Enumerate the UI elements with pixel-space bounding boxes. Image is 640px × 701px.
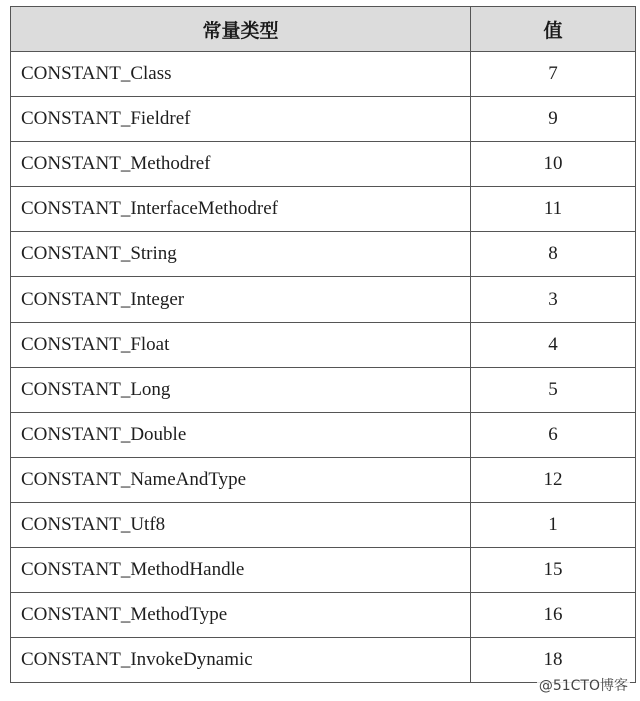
row-constant-name: CONSTANT_Methodref bbox=[11, 142, 471, 187]
row-constant-value: 3 bbox=[471, 277, 636, 322]
table-row bbox=[11, 412, 636, 457]
table-row bbox=[11, 97, 636, 142]
row-constant-value: 10 bbox=[471, 142, 636, 187]
constant-type-table bbox=[10, 6, 636, 683]
row-constant-name: CONSTANT_MethodHandle bbox=[11, 548, 471, 593]
row-constant-value: 7 bbox=[471, 52, 636, 97]
row-constant-value: 1 bbox=[471, 502, 636, 547]
row-constant-value: 8 bbox=[471, 232, 636, 277]
row-constant-value: 9 bbox=[471, 97, 636, 142]
row-constant-name: CONSTANT_Double bbox=[11, 412, 471, 457]
header-constant-type: 常量类型 bbox=[11, 7, 471, 52]
row-constant-value: 18 bbox=[471, 638, 636, 683]
row-constant-value: 15 bbox=[471, 548, 636, 593]
row-constant-name: CONSTANT_Utf8 bbox=[11, 502, 471, 547]
row-constant-name: CONSTANT_Class bbox=[11, 52, 471, 97]
row-constant-name: CONSTANT_Float bbox=[11, 322, 471, 367]
row-constant-value: 6 bbox=[471, 412, 636, 457]
row-constant-name: CONSTANT_Fieldref bbox=[11, 97, 471, 142]
row-constant-name: CONSTANT_MethodType bbox=[11, 593, 471, 638]
table-row bbox=[11, 52, 636, 97]
row-constant-name: CONSTANT_InterfaceMethodref bbox=[11, 187, 471, 232]
table-row bbox=[11, 322, 636, 367]
row-constant-name: CONSTANT_Integer bbox=[11, 277, 471, 322]
table-row bbox=[11, 548, 636, 593]
table-header bbox=[11, 7, 636, 52]
row-constant-value: 16 bbox=[471, 593, 636, 638]
table-row bbox=[11, 142, 636, 187]
row-constant-name: CONSTANT_Long bbox=[11, 367, 471, 412]
header-row bbox=[11, 7, 636, 52]
row-constant-name: CONSTANT_InvokeDynamic bbox=[11, 638, 471, 683]
table-row bbox=[11, 367, 636, 412]
table-row bbox=[11, 457, 636, 502]
header-value: 值 bbox=[471, 7, 636, 52]
table-row bbox=[11, 593, 636, 638]
table-row bbox=[11, 502, 636, 547]
constant-type-table-container bbox=[10, 6, 635, 683]
row-constant-name: CONSTANT_String bbox=[11, 232, 471, 277]
table-row bbox=[11, 232, 636, 277]
row-constant-value: 12 bbox=[471, 457, 636, 502]
row-constant-value: 11 bbox=[471, 187, 636, 232]
row-constant-value: 4 bbox=[471, 322, 636, 367]
table-row bbox=[11, 187, 636, 232]
table-row bbox=[11, 277, 636, 322]
table-body bbox=[11, 52, 636, 683]
watermark-label: @51CTO博客 bbox=[537, 675, 630, 695]
row-constant-name: CONSTANT_NameAndType bbox=[11, 457, 471, 502]
row-constant-value: 5 bbox=[471, 367, 636, 412]
